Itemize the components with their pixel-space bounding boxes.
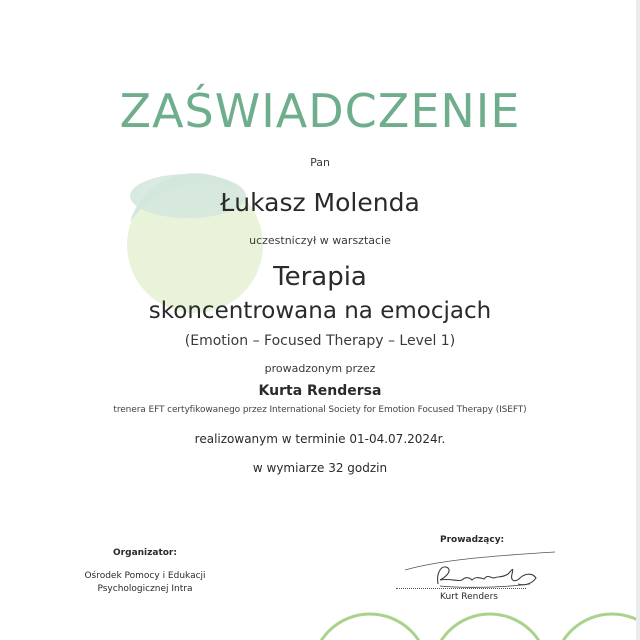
course-dates: realizowanym w terminie 01-04.07.2024r.	[194, 432, 446, 446]
lead-label: Prowadzący:	[440, 535, 505, 545]
organizer-name-line1: Ośrodek Pomocy i Edukacji	[84, 571, 206, 581]
participation-text: uczestniczył w warsztacie	[249, 234, 391, 247]
scan-edge	[636, 0, 640, 640]
decorative-ring-1	[312, 614, 428, 640]
salutation: Pan	[310, 156, 330, 169]
course-title-line2: skoncentrowana na emocjach	[148, 298, 492, 324]
course-title-line1: Terapia	[273, 262, 367, 292]
organizer-name-line2: Psychologicznej Intra	[97, 584, 193, 594]
course-hours: w wymiarze 32 godzin	[252, 461, 388, 475]
handwritten-signature	[400, 548, 560, 593]
trainer-description: trenera EFT certyfikowanego przez International Society for Emotion Focused Therapy (ISEFT)	[113, 405, 527, 415]
signature-line	[396, 588, 526, 589]
lead-name: Kurt Renders	[440, 592, 498, 602]
organizer-label: Organizator:	[113, 548, 177, 558]
decorative-ring-3	[554, 614, 640, 640]
trainer-name: Kurta Rendersa	[258, 383, 382, 399]
recipient-name: Łukasz Molenda	[220, 188, 420, 217]
course-english-name: (Emotion – Focused Therapy – Level 1)	[184, 333, 456, 349]
certificate-title: ZAŚWIADCZENIE	[119, 84, 521, 138]
led-by-text: prowadzonym przez	[264, 362, 376, 375]
organizer-name	[70, 570, 220, 596]
decorative-ring-2	[432, 614, 548, 640]
